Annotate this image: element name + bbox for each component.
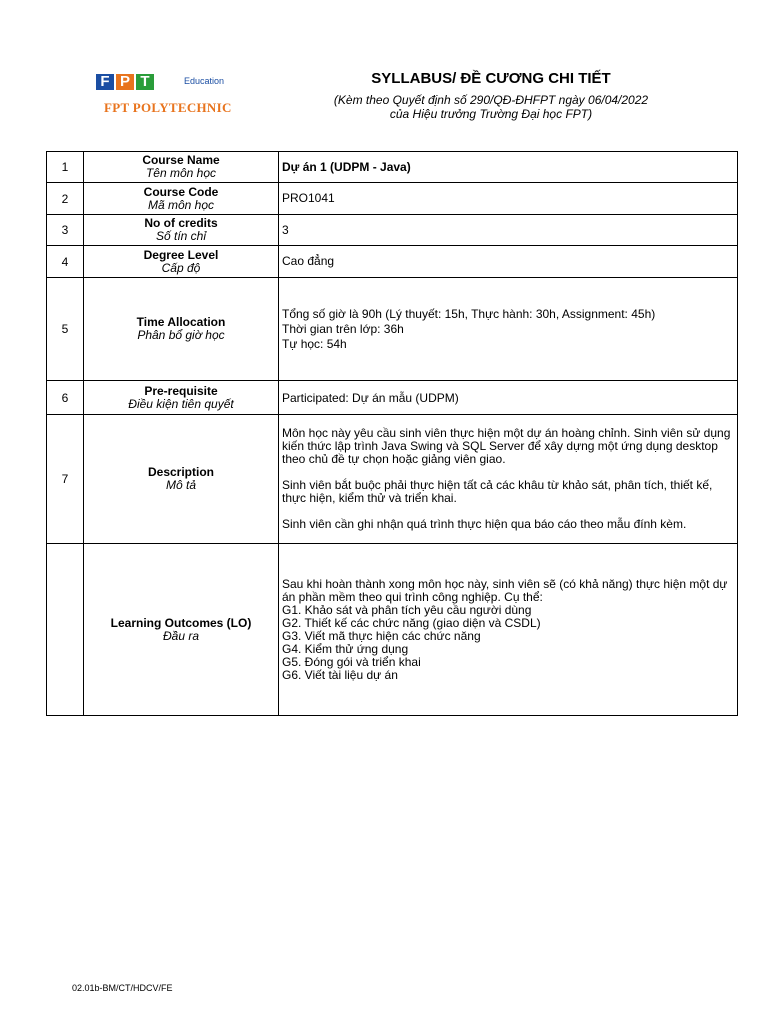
learning-outcome-item: G6. Viết tài liệu dự án: [282, 667, 398, 682]
description-paragraph: Môn học này yêu cầu sinh viên thực hiện một dự án hoàng chỉnh. Sinh viên sử dụng kiến thức lập trình Java Swing và SQL Server để xây dựng một ứng dụng desktop theo chủ đề tự chọn hoặc giảng viên giao.: [282, 426, 731, 466]
row-label: [84, 544, 279, 716]
course-code-value: PRO1041: [279, 183, 738, 215]
document-title: SYLLABUS/ ĐỀ CƯƠNG CHI TIẾT: [371, 70, 611, 87]
description-paragraph: Sinh viên bắt buộc phải thực hiện tất cả các khâu từ khảo sát, phân tích, thiết kế, thực hiện, kiểm thử và triển khai.: [282, 478, 713, 505]
row-label: [84, 183, 279, 215]
row-label-en: Learning Outcomes (LO): [110, 615, 252, 630]
learning-outcome-item: G3. Viết mã thực hiện các chức năng: [282, 628, 481, 643]
row-label: [84, 152, 279, 183]
table-row: [47, 246, 738, 278]
logo-letter-t: T: [136, 74, 154, 90]
table-row: [47, 415, 738, 544]
row-label-en: Course Name: [142, 153, 220, 167]
row-label: [84, 215, 279, 246]
row-label-vi: Tên môn học: [145, 166, 217, 180]
degree-level-value: Cao đẳng: [279, 246, 738, 278]
credits-value: 3: [279, 215, 738, 246]
row-number: 3: [47, 215, 84, 246]
row-label-vi: Cấp độ: [161, 260, 201, 275]
learning-outcomes-intro: Sau khi hoàn thành xong môn học này, sinh viên sẽ (có khả năng) thực hiện một dự án phần mềm theo qui trình công nghiệp. Cụ thể:: [282, 576, 728, 604]
row-label-vi: Số tín chỉ: [155, 229, 207, 243]
row-label-en: Course Code: [143, 184, 219, 199]
row-label-vi: Phân bổ giờ học: [137, 328, 225, 342]
learning-outcome-item: G5. Đóng gói và triển khai: [282, 654, 421, 669]
course-name-value: Dự án 1 (UDPM - Java): [279, 152, 738, 183]
description-paragraph: Sinh viên cần ghi nhận quá trình thực hiện qua báo cáo theo mẫu đính kèm.: [282, 517, 687, 531]
row-number: 4: [47, 246, 84, 278]
row-label: [84, 278, 279, 381]
row-label-vi: Đầu ra: [162, 628, 200, 643]
row-number: 2: [47, 183, 84, 215]
row-label: [84, 246, 279, 278]
syllabus-table: [46, 151, 738, 716]
table-row: [47, 152, 738, 183]
fpt-logo-mark: [96, 74, 158, 90]
row-label: [84, 381, 279, 415]
time-allocation-line: Tổng số giờ là 90h (Lý thuyết: 15h, Thực hành: 30h, Assignment: 45h): [282, 306, 656, 321]
row-number: 5: [47, 278, 84, 381]
prerequisite-value: Participated: Dự án mẫu (UDPM): [279, 381, 738, 415]
time-allocation-value: [279, 278, 738, 381]
logo-letter-f: F: [96, 74, 114, 90]
table-row: [47, 544, 738, 716]
fpt-logo: [96, 74, 256, 114]
logo-brand-name: FPT POLYTECHNIC: [104, 100, 232, 115]
row-label-en: Degree Level: [143, 247, 219, 262]
row-label: [84, 415, 279, 544]
learning-outcomes-value: [279, 544, 738, 716]
row-label-en: Description: [147, 465, 214, 479]
row-number: [47, 544, 84, 716]
row-label-vi: Điều kiện tiên quyết: [128, 396, 234, 411]
time-allocation-line: Tự học: 54h: [282, 336, 347, 351]
table-row: [47, 215, 738, 246]
row-label-vi: Mô tả: [165, 478, 196, 492]
learning-outcome-item: G1. Khảo sát và phân tích yêu cầu người dùng: [282, 602, 532, 617]
subtitle-line-2: của Hiệu trưởng Trường Đại học FPT): [389, 107, 593, 121]
document-subtitle: [296, 93, 686, 121]
table-row: [47, 183, 738, 215]
row-number: 1: [47, 152, 84, 183]
row-label-en: No of credits: [144, 216, 218, 230]
subtitle-line-1: (Kèm theo Quyết định số 290/QĐ-ĐHFPT ngày 06/04/2022: [333, 93, 649, 107]
row-label-vi: Mã môn học: [147, 197, 215, 212]
logo-letter-p: P: [116, 74, 134, 90]
table-row: [47, 381, 738, 415]
logo-education-label: Education: [184, 76, 225, 86]
row-number: 7: [47, 415, 84, 544]
time-allocation-line: Thời gian trên lớp: 36h: [282, 321, 404, 336]
form-code-footer: 02.01b-BM/CT/HDCV/FE: [72, 983, 173, 993]
row-number: 6: [47, 381, 84, 415]
description-value: [279, 415, 738, 544]
table-row: [47, 278, 738, 381]
row-label-en: Time Allocation: [136, 315, 226, 329]
learning-outcome-item: G4. Kiểm thử ứng dụng: [282, 641, 409, 656]
learning-outcome-item: G2. Thiết kế các chức năng (giao diện và CSDL): [282, 615, 541, 630]
row-label-en: Pre-requisite: [144, 383, 218, 398]
